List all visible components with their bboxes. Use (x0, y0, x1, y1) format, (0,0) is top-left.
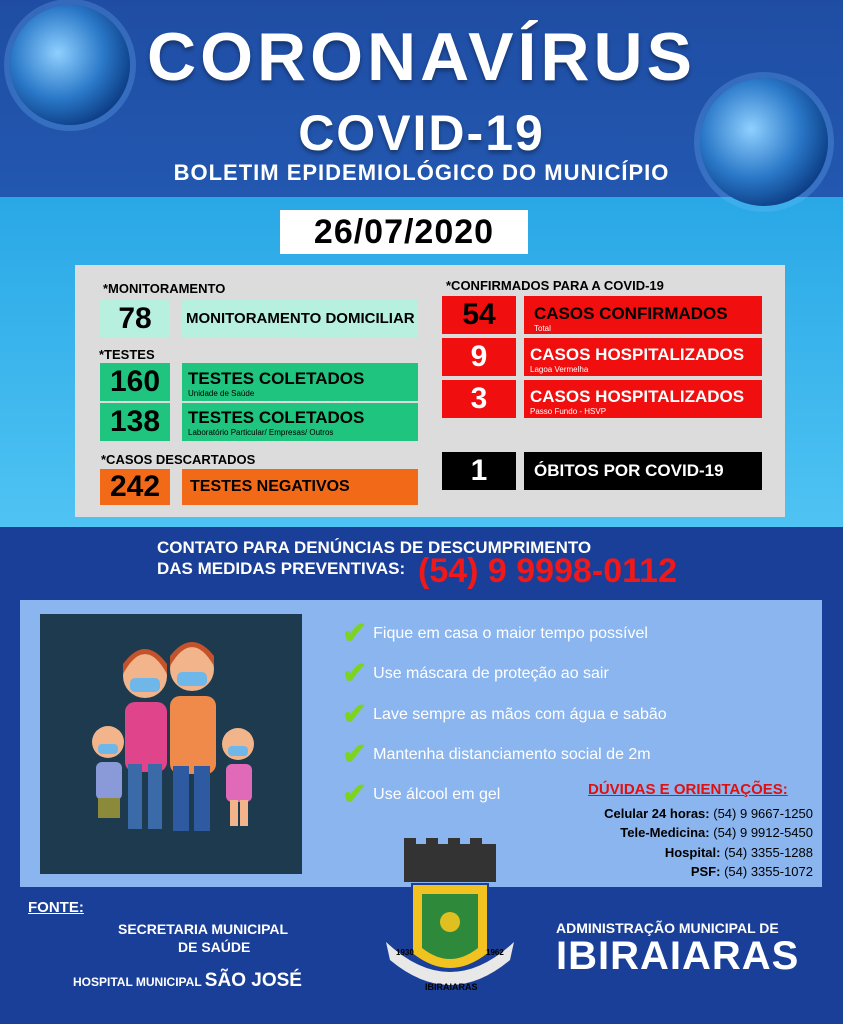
doubts-line-2 (620, 825, 813, 840)
confirmed-value: 54 (442, 296, 516, 334)
hospitalized-box-2 (524, 380, 762, 418)
source-line-2: DE SAÚDE (178, 939, 251, 955)
tests-sub-2: Laboratório Particular/ Empresas/ Outros (188, 428, 334, 437)
check-icon: ✔ (342, 778, 368, 811)
source-line-1: SECRETARIA MUNICIPAL (118, 921, 289, 937)
hospitalized-value-1: 9 (442, 338, 516, 376)
discarded-section-label: *CASOS DESCARTADOS (101, 452, 256, 467)
hospitalized-sub-1: Lagoa Vermelha (530, 365, 589, 374)
confirmed-section-label: *CONFIRMADOS PARA A COVID-19 (446, 278, 664, 293)
doubts-title: DÚVIDAS E ORIENTAÇÕES: (588, 781, 788, 798)
doubts-label: PSF: (690, 864, 721, 879)
doubts-label: Celular 24 horas: (604, 806, 710, 821)
tip-text: Lave sempre as mãos com água e sabão (373, 706, 667, 723)
hospitalized-value-2: 3 (442, 380, 516, 418)
tests-label-1: TESTES COLETADOS (188, 369, 365, 388)
hospitalized-sub-2: Passo Fundo - HSVP (530, 407, 607, 416)
source-label: FONTE: (28, 899, 84, 916)
crest-year-right: 1962 (486, 948, 504, 957)
tests-box-1 (182, 363, 418, 401)
tip-text: Mantenha distanciamento social de 2m (373, 746, 651, 763)
contact-phone: (54) 9 9998-0112 (418, 552, 677, 590)
doubts-line-4 (691, 864, 813, 879)
monitoring-section-label: *MONITORAMENTO (103, 281, 226, 296)
contact-line-2: DAS MEDIDAS PREVENTIVAS: (157, 559, 406, 578)
tip-5 (342, 778, 501, 811)
hospital-line (73, 970, 302, 992)
tests-sub-1: Unidade de Saúde (188, 389, 255, 398)
hospitalized-label-1: CASOS HOSPITALIZADOS (530, 345, 745, 364)
tests-label-2: TESTES COLETADOS (188, 408, 365, 427)
doubts-number: (54) 3355-1288 (724, 845, 813, 860)
tests-value-1: 160 (100, 363, 170, 401)
city-name: IBIRAIARAS (556, 934, 800, 978)
check-icon: ✔ (342, 738, 368, 771)
hospital-name: SÃO JOSÉ (204, 970, 302, 991)
discarded-label: TESTES NEGATIVOS (182, 469, 418, 505)
check-icon: ✔ (342, 617, 368, 650)
tip-text: Fique em casa o maior tempo possível (373, 625, 648, 642)
crest-year-left: 1930 (396, 948, 414, 957)
doubts-number: (54) 3355-1072 (724, 864, 813, 879)
tests-box-2 (182, 403, 418, 441)
check-icon: ✔ (342, 657, 368, 690)
confirmed-sub: Total (534, 324, 551, 333)
confirmed-label: CASOS CONFIRMADOS (534, 304, 728, 323)
doubts-number: (54) 9 9912-5450 (713, 825, 813, 840)
check-icon: ✔ (342, 698, 368, 731)
tip-text: Use álcool em gel (373, 786, 501, 803)
tip-1 (342, 617, 648, 650)
hospitalized-box-1 (524, 338, 762, 376)
monitoring-value: 78 (100, 300, 170, 338)
discarded-value: 242 (100, 469, 170, 505)
deaths-label: ÓBITOS POR COVID-19 (524, 452, 762, 490)
crest-name: IBIRAIARAS (425, 982, 478, 992)
deaths-value: 1 (442, 452, 516, 490)
doubts-label: Tele-Medicina: (620, 825, 710, 840)
bulletin-date: 26/07/2020 (280, 210, 528, 254)
tests-value-2: 138 (100, 403, 170, 441)
tip-4 (342, 738, 651, 771)
confirmed-box (524, 296, 762, 334)
doubts-line-3 (665, 845, 813, 860)
tagline: BOLETIM EPIDEMIOLÓGICO DO MUNICÍPIO (173, 160, 670, 185)
subtitle: COVID-19 (298, 105, 545, 161)
main-title: CORONAVÍRUS (147, 19, 696, 95)
tip-3 (342, 698, 667, 731)
tip-2 (342, 657, 609, 690)
tip-text: Use máscara de proteção ao sair (373, 665, 609, 682)
doubts-line-1 (604, 806, 813, 821)
family-illustration (40, 614, 302, 874)
monitoring-label: MONITORAMENTO DOMICILIAR (182, 300, 418, 338)
doubts-label: Hospital: (664, 845, 721, 860)
doubts-number: (54) 9 9667-1250 (713, 806, 813, 821)
admin-label: ADMINISTRAÇÃO MUNICIPAL DE (556, 920, 779, 936)
family-masks-icon (40, 614, 302, 874)
tests-section-label: *TESTES (99, 347, 155, 362)
hospitalized-label-2: CASOS HOSPITALIZADOS (530, 387, 745, 406)
hospital-prefix: HOSPITAL MUNICIPAL (73, 975, 202, 989)
contact-line-1: CONTATO PARA DENÚNCIAS DE DESCUMPRIMENTO (157, 538, 592, 557)
